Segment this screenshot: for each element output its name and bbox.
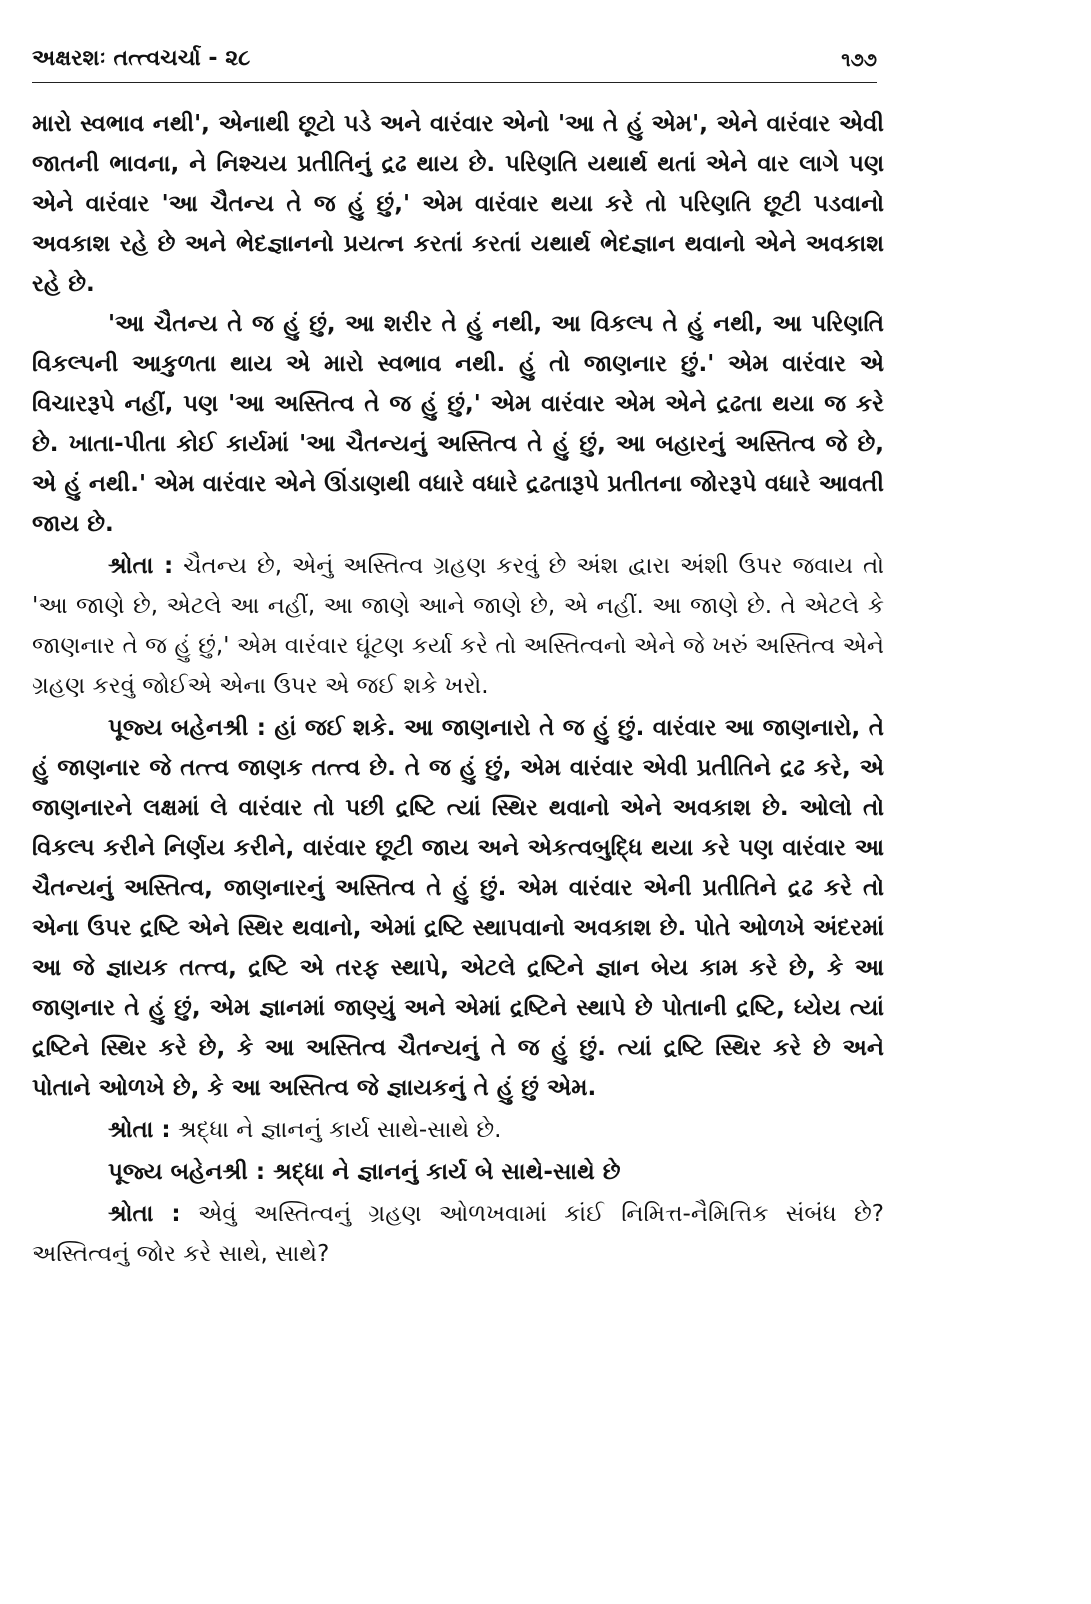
paragraph-text: હાં જઈ શકે. આ જાણનારો તે જ હું છું. વારંવાર આ જાણનારો, તે હું જાણનાર જે તત્ત્વ જાણક તત્ત્વ છે. તે જ હું છું, એમ વારંવાર એવી પ્રતીતિને દ્રઢ કરે, એ જાણનારને લક્ષમાં લે વારંવાર તો પછી દ્રષ્ટિ ત્યાં સ્થિર થવાનો એને અવકાશ છે. ઓલો તો વિકલ્પ કરીને નિર્ણય કરીને, વારંવાર છૂટી જાય અને એકત્વબુદ્ધિ થયા કરે પણ વારંવાર આ ચૈતન્યનું અસ્તિત્વ, જાણનારનું અસ્તિત્વ તે હું છું. એમ વારંવાર એની પ્રતીતિને દ્રઢ કરે તો એના ઉપર દ્રષ્ટિ એને સ્થિર થવાનો, એમાં દ્રષ્ટિ સ્થાપવાનો અવકાશ છે. પોતે ઓળખે અંદરમાં આ જે જ્ઞાયક તત્ત્વ, દ્રષ્ટિ એ તરફ સ્થાપે, એટલે દ્રષ્ટિને જ્ઞાન બેય કામ કરે છે, કે આ જાણનાર તે હું છું, એમ જ્ઞાનમાં જાણ્યું અને એમાં દ્રષ્ટિને સ્થાપે છે પોતાની દ્રષ્ટિ, ધ્યેય ત્યાં દ્રષ્ટિને સ્થિર કરે છે, કે આ અસ્તિત્વ ચૈતન્યનું તે જ હું છું. ત્યાં દ્રષ્ટિ સ્થિર કરે છે અને પોતાને ઓળખે છે, કે આ અસ્તિત્વ જે જ્ઞાયકનું તે હું છું એમ. <box>32 715 884 1101</box>
running-title: અક્ષરશઃ તત્ત્વચર્ચા - ૨૮ <box>32 46 251 71</box>
paragraph-continuation <box>32 104 884 304</box>
speaker-label: શ્રોતા : <box>108 1201 181 1227</box>
speaker-label: પૂજ્ય બહેનશ્રી : <box>108 1159 266 1185</box>
listener-question-2 <box>32 1194 884 1274</box>
speaker-label: શ્રોતા : <box>108 553 174 579</box>
paragraph-affirmation <box>32 304 884 544</box>
page-number: ૧૭૭ <box>841 49 877 71</box>
paragraph-text: 'આ ચૈતન્ય તે જ હું છું, આ શરીર તે હું નથી, આ વિકલ્પ તે હું નથી, આ પરિણતિ વિકલ્પની આકુળતા થાય એ મારો સ્વભાવ નથી. હું તો જાણનાર છું.' એમ વારંવાર એ વિચારરૂપે નહીં, પણ 'આ અસ્તિત્વ તે જ હું છું,' એમ વારંવાર એમ એને દ્રઢતા થયા જ કરે છે. ખાતા-પીતા કોઈ કાર્યમાં 'આ ચૈતન્યનું અસ્તિત્વ તે હું છું, આ બહારનું અસ્તિત્વ જે છે, એ હું નથી.' એમ વારંવાર એને ઊંડાણથી વધારે વધારે દ્રઢતારૂપે પ્રતીતના જોરરૂપે વધારે આવતી જાય છે. <box>32 311 884 537</box>
paragraph-text: એવું અસ્તિત્વનું ગ્રહણ ઓળખવામાં કાંઈ નિમિત્ત-નૈમિત્તિક સંબંધ છે? અસ્તિત્વનું જોર કરે સાથે, સાથે? <box>32 1201 884 1267</box>
speaker-label: શ્રોતા : <box>108 1117 171 1143</box>
speaker-label: પૂજ્ય બહેનશ્રી : <box>108 715 266 741</box>
paragraph-text: શ્રદ્ધા ને જ્ઞાનનું કાર્ય સાથે-સાથે છે. <box>177 1117 502 1143</box>
listener-question <box>32 546 884 706</box>
bahenshri-reply <box>32 1152 884 1192</box>
page-header <box>32 44 877 83</box>
paragraph-text: શ્રદ્ધા ને જ્ઞાનનું કાર્ય બે સાથે-સાથે છે <box>273 1159 621 1185</box>
bahenshri-answer <box>32 708 884 1108</box>
paragraph-text: ચૈતન્ય છે, એનું અસ્તિત્વ ગ્રહણ કરવું છે અંશ દ્વારા અંશી ઉપર જવાય તો 'આ જાણે છે, એટલે આ નહીં, આ જાણે આને જાણે છે, એ નહીં. આ જાણે છે. તે એટલે કે જાણનાર તે જ હું છું,' એમ વારંવાર ઘૂંટણ કર્યા કરે તો અસ્તિત્વનો એને જે ખરું અસ્તિત્વ એને ગ્રહણ કરવું જોઈએ એના ઉપર એ જઈ શકે ખરો. <box>32 553 885 699</box>
listener-remark <box>32 1110 884 1150</box>
page-body <box>32 104 884 1274</box>
paragraph-text: મારો સ્વભાવ નથી', એનાથી છૂટો પડે અને વારંવાર એનો 'આ તે હું એમ', એને વારંવાર એવી જાતની ભાવના, ને નિશ્ચય પ્રતીતિનું દ્રઢ થાય છે. પરિણતિ યથાર્થ થતાં એને વાર લાગે પણ એને વારંવાર 'આ ચૈતન્ય તે જ હું છું,' એમ વારંવાર થયા કરે તો પરિણતિ છૂટી પડવાનો અવકાશ રહે છે અને ભેદજ્ઞાનનો પ્રયત્ન કરતાં કરતાં યથાર્થ ભેદજ્ઞાન થવાનો એને અવકાશ રહે છે. <box>32 111 884 297</box>
